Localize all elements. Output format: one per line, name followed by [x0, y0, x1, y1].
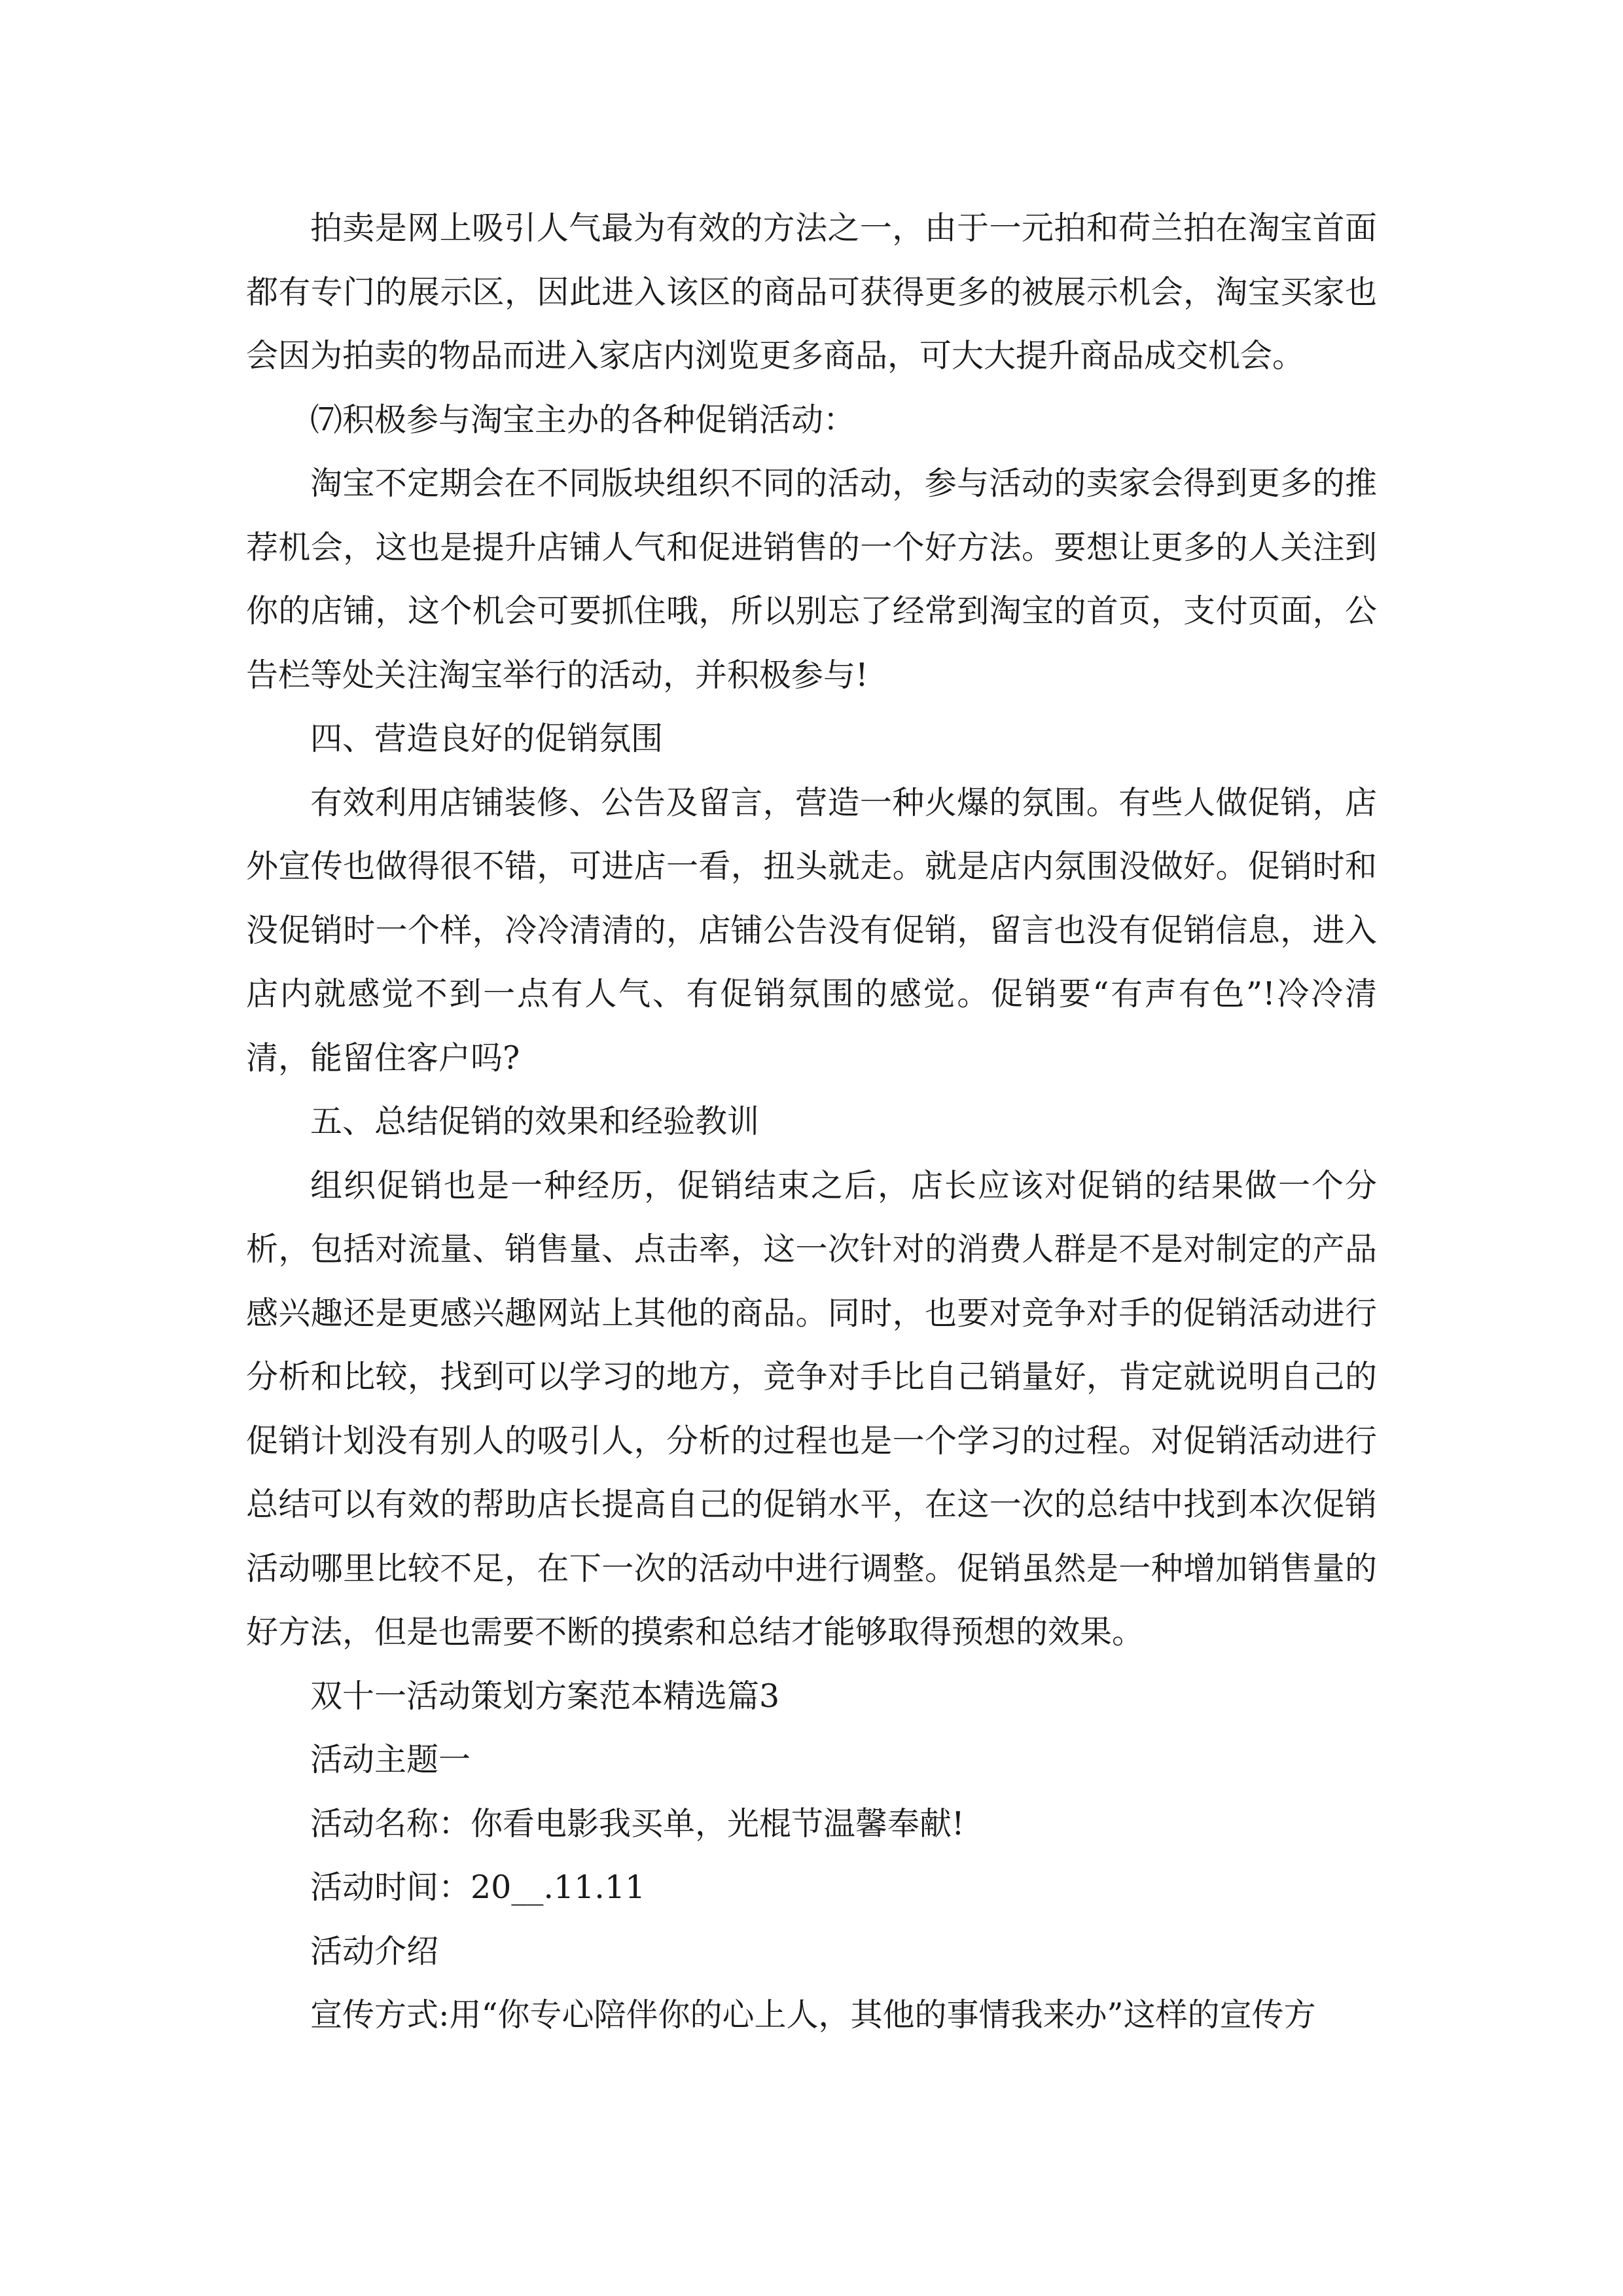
paragraph-summary: 组织促销也是一种经历，促销结束之后，店长应该对促销的结果做一个分析，包括对流量、销售量、点击率，这一次针对的消费人群是不是对制定的产品感兴趣还是更感兴趣网站上其他的商品。同时，也要对竞争对手的促销活动进行分析和比较，找到可以学习的地方，竞争对手比自己销量好，肯定就说明自己的促销计划没有别人的吸引人，分析的过程也是一个学习的过程。对促销活动进行总结可以有效的帮助店长提高自己的促销水平，在这一次的总结中找到本次促销活动哪里比较不足，在下一次的活动中进行调整。促销虽然是一种增加销售量的好方法，但是也需要不断的摸索和总结才能够取得预想的效果。: [246, 1166, 1377, 1651]
promotion-method: 宣传方式:用“你专心陪伴你的心上人，其他的事情我来办”这样的宣传方: [310, 1996, 1316, 2034]
paragraph-atmosphere: 有效利用店铺装修、公告及留言，营造一种火爆的氛围。有些人做促销，店外宣传也做得很不错，可进店一看，扭头就走。就是店内氛围没做好。促销时和没促销时一个样，冷冷清清的，店铺公告没有促销，留言也没有促销信息，进入店内就感觉不到一点有人气、有促销氛围的感觉。促销要“有声有色”!冷冷清清，能留住客户吗?: [246, 783, 1377, 1077]
section-heading-4: 四、营造良好的促销氛围: [310, 720, 664, 757]
document-body: [246, 196, 1377, 2047]
paragraph-taobao-activities: 淘宝不定期会在不同版块组织不同的活动，参与活动的卖家会得到更多的推荐机会，这也是提升店铺人气和促进销售的一个好方法。要想让更多的人关注到你的店铺，这个机会可要抓住哦，所以别忘了经常到淘宝的首页，支付页面，公告栏等处关注淘宝举行的活动，并积极参与!: [246, 465, 1377, 694]
activity-time: 活动时间：20__.11.11: [310, 1869, 646, 1906]
paragraph-auction: 拍卖是网上吸引人气最为有效的方法之一，由于一元拍和荷兰拍在淘宝首面都有专门的展示区，因此进入该区的商品可获得更多的被展示机会，淘宝买家也会因为拍卖的物品而进入家店内浏览更多商品，可大大提升商品成交机会。: [246, 209, 1377, 374]
activity-intro-heading: 活动介绍: [310, 1932, 439, 1970]
activity-name: 活动名称：你看电影我买单，光棍节温馨奉献!: [310, 1804, 965, 1842]
heading-item-7: ⑺积极参与淘宝主办的各种促销活动：: [310, 401, 856, 439]
article-title-3: 双十一活动策划方案范本精选篇3: [310, 1677, 780, 1715]
section-heading-5: 五、总结促销的效果和经验教训: [310, 1103, 760, 1140]
activity-theme: 活动主题一: [310, 1741, 471, 1778]
